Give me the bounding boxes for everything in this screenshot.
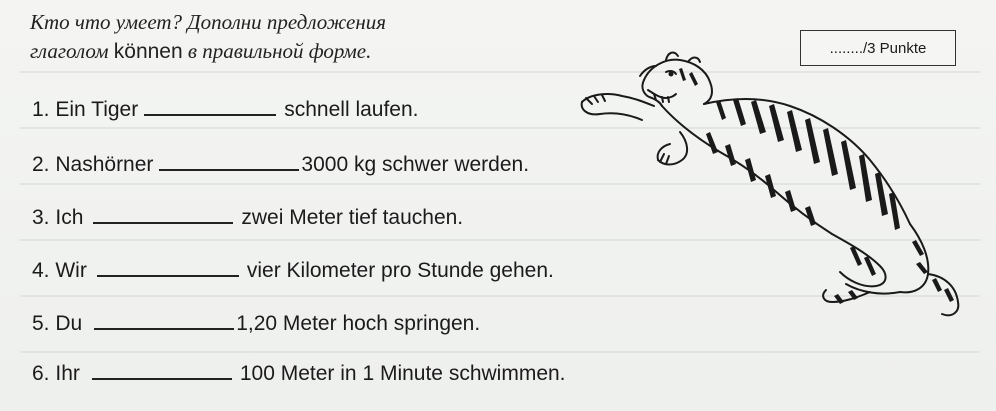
sentence-number: 3.: [32, 206, 50, 229]
answer-blank[interactable]: [144, 96, 276, 116]
instruction-line-2-start: глаголом: [30, 39, 109, 63]
sentence-end: schnell laufen.: [284, 98, 419, 121]
sentence-number: 2.: [32, 153, 50, 176]
target-verb: können: [113, 40, 183, 63]
sentence-start: Nashörner: [55, 153, 154, 176]
sentence-number: 4.: [32, 259, 50, 282]
instruction-line-2: [30, 37, 590, 66]
task-instruction: [30, 8, 590, 66]
sentence-3: [32, 204, 463, 231]
sentence-5: [32, 310, 480, 337]
sentence-start: Ihr: [55, 362, 80, 385]
tiger-illustration: [570, 40, 970, 320]
sentence-2: [32, 151, 529, 178]
sentence-start: Ein Tiger: [55, 98, 139, 121]
instruction-line-2-end: в правильной форме.: [187, 39, 372, 63]
answer-blank[interactable]: [97, 257, 239, 277]
answer-blank[interactable]: [92, 360, 232, 380]
sentence-end: vier Kilometer pro Stunde gehen.: [246, 259, 554, 282]
sentence-number: 1.: [32, 98, 50, 121]
points-label: ......../3 Punkte: [829, 39, 927, 57]
sentence-start: Ich: [55, 206, 84, 229]
sentence-start: Wir: [55, 259, 87, 282]
sentence-end: 3000 kg schwer werden.: [301, 153, 530, 176]
sentence-1: [32, 96, 419, 123]
answer-blank[interactable]: [93, 204, 233, 224]
sentence-end: 1,20 Meter hoch springen.: [236, 312, 481, 335]
sentence-number: 5.: [32, 312, 50, 335]
sentence-6: [32, 360, 566, 387]
sentence-start: Du: [55, 312, 83, 335]
instruction-line-1: Кто что умеет? Дополни предложения: [30, 10, 387, 34]
sentence-number: 6.: [32, 362, 50, 385]
sentence-end: zwei Meter tief tauchen.: [241, 206, 464, 229]
answer-blank[interactable]: [94, 310, 234, 330]
answer-blank[interactable]: [159, 151, 299, 171]
sentence-4: [32, 257, 554, 284]
sentence-end: 100 Meter in 1 Minute schwimmen.: [239, 362, 566, 385]
